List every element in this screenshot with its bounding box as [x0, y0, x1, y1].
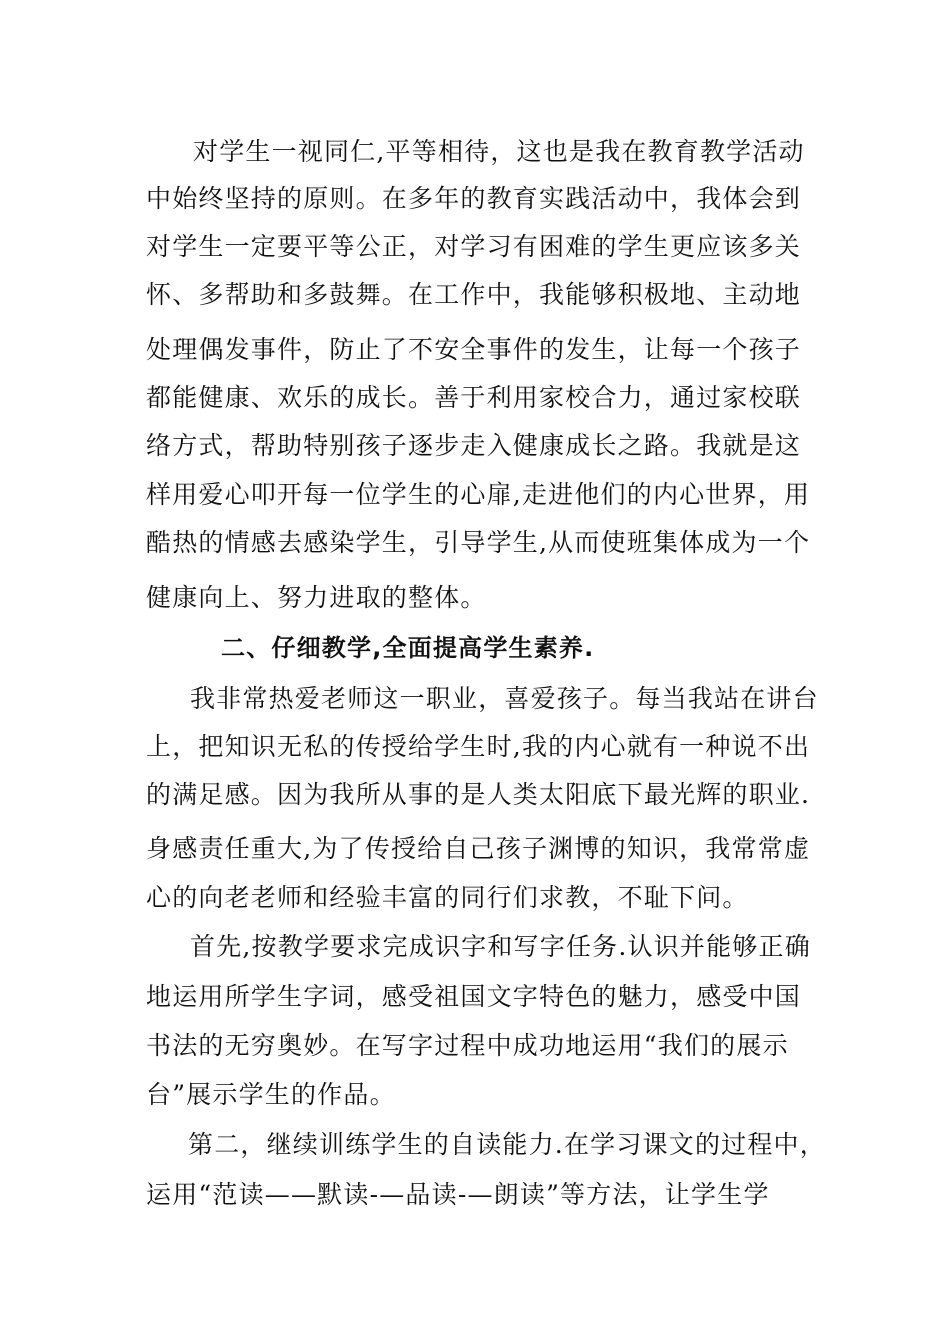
- paragraph-line: 第二，继续训练学生的自读能力.在学习课文的过程中，: [188, 1130, 826, 1159]
- paragraph-line: 中始终坚持的原则。在多年的教育实践活动中，我体会到: [146, 184, 802, 213]
- paragraph-line: 我非常热爱老师这一职业，喜爱孩子。每当我站在讲台: [190, 684, 819, 713]
- paragraph-line: 健康向上、努力进取的整体。: [146, 583, 487, 612]
- paragraph-line: 络方式，帮助特别孩子逐步走入健康成长之路。我就是这: [146, 431, 802, 460]
- paragraph-line: 身感责任重大,为了传授给自己孩子渊博的知识，我常常虚: [146, 834, 811, 863]
- paragraph-line: 对学生一定要平等公正，对学习有困难的学生更应该多关: [146, 232, 802, 261]
- paragraph-line: 对学生一视同仁,平等相待，这也是我在教育教学活动: [193, 137, 805, 166]
- paragraph-line: 的满足感。因为我所从事的是人类太阳底下最光辉的职业.: [146, 780, 811, 809]
- paragraph-line: 样用爱心叩开每一位学生的心扉,走进他们的内心世界，用: [146, 480, 811, 509]
- paragraph-line: 处理偶发事件，防止了不安全事件的发生，让每一个孩子: [146, 335, 802, 364]
- paragraph-line: 酷热的情感去感染学生，引导学生,从而使班集体成为一个: [146, 528, 811, 557]
- paragraph-line: 地运用所学生字词，感受祖国文字特色的魅力，感受中国: [146, 982, 802, 1011]
- paragraph-line: 怀、多帮助和多鼓舞。在工作中，我能够积极地、主动地: [146, 280, 802, 309]
- paragraph-line: 上，把知识无私的传授给学生时,我的内心就有一种说不出: [146, 732, 811, 761]
- paragraph-line: 心的向老老师和经验丰富的同行们求教，不耻下问。: [146, 883, 749, 912]
- paragraph-line: 书法的无穷奥妙。在写字过程中成功地运用“我们的展示: [146, 1031, 789, 1060]
- paragraph-line: 台”展示学生的作品。: [146, 1080, 396, 1109]
- paragraph-line: 运用“范读——默读-—品读-—朗读”等方法，让学生学: [146, 1180, 770, 1209]
- paragraph-line: 首先,按教学要求完成识字和写字任务.认识并能够正确: [190, 932, 811, 961]
- section-heading: 二、仔细教学,全面提高学生素养.: [221, 634, 595, 662]
- paragraph-line: 都能健康、欢乐的成长。善于利用家校合力，通过家校联: [146, 383, 802, 412]
